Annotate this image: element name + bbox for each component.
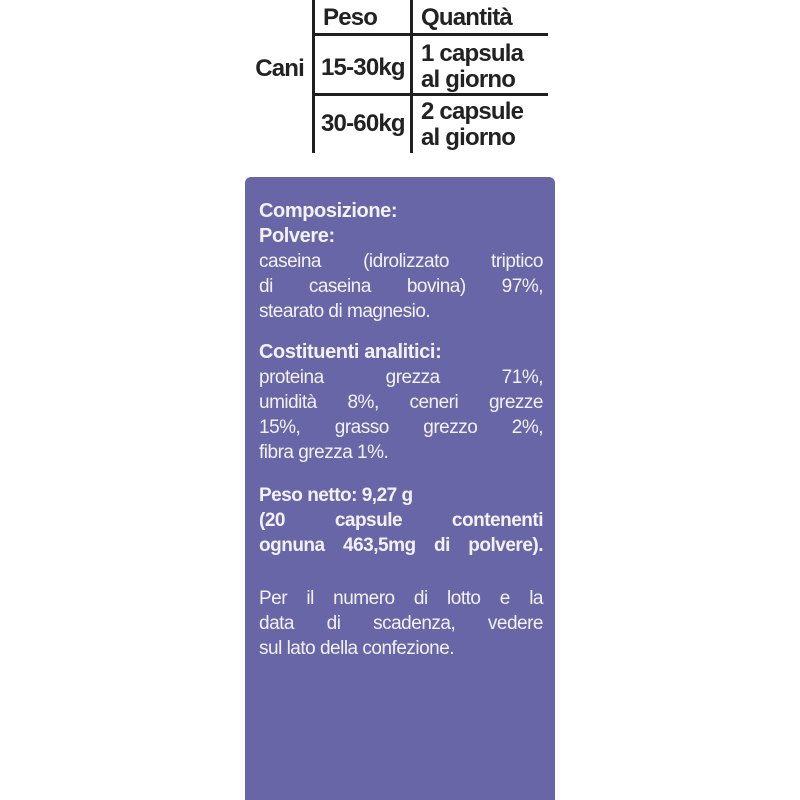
analytical-line: umidità 8%, ceneri grezze (259, 392, 543, 413)
dosage-table (0, 0, 800, 160)
quantity-row2-line2: al giorno (421, 124, 516, 151)
quantity-row1-line1: 1 capsula (421, 40, 524, 67)
batch-note-section (259, 586, 543, 661)
quantity-row2-line1: 2 capsule (421, 98, 524, 125)
composition-line: caseina (idrolizzato triptico (259, 251, 543, 272)
info-panel (245, 177, 555, 800)
column-header-weight: Peso (323, 4, 378, 31)
composition-section (259, 199, 543, 324)
table-vertical-divider-1 (312, 0, 315, 153)
batch-note-line: Per il numero di lotto e la (259, 588, 543, 609)
powder-heading: Polvere: (259, 225, 335, 247)
composition-line: stearato di magnesio. (259, 301, 431, 322)
quantity-row1 (421, 41, 523, 93)
weight-range-row2: 30-60kg (321, 110, 405, 137)
analytical-line: 15%, grasso grezzo 2%, (259, 417, 543, 438)
analytical-line: fibra grezza 1%. (259, 442, 389, 463)
composition-heading: Composizione: (259, 200, 398, 222)
batch-note-line: sul lato della confezione. (259, 638, 455, 659)
batch-note-line: data di scadenza, vedere (259, 613, 543, 634)
analytical-heading: Costituenti analitici: (259, 341, 442, 363)
weight-range-row1: 15-30kg (321, 54, 405, 81)
net-weight-line: Peso netto: 9,27 g (259, 485, 413, 506)
analytical-line: proteina grezza 71%, (259, 367, 543, 388)
species-label: Cani (255, 55, 304, 82)
column-header-quantity: Quantità (421, 4, 512, 31)
table-vertical-divider-2 (410, 0, 413, 153)
table-header-divider (312, 33, 548, 36)
analytical-constituents-section (259, 340, 543, 465)
net-weight-line: (20 capsule contenenti (259, 510, 543, 531)
table-row-divider (312, 93, 548, 96)
net-weight-line: ognuna 463,5mg di polvere). (259, 535, 543, 556)
quantity-row2 (421, 99, 523, 151)
quantity-row1-line2: al giorno (421, 66, 516, 93)
composition-line: di caseina bovina) 97%, (259, 276, 543, 297)
net-weight-section (259, 483, 543, 558)
